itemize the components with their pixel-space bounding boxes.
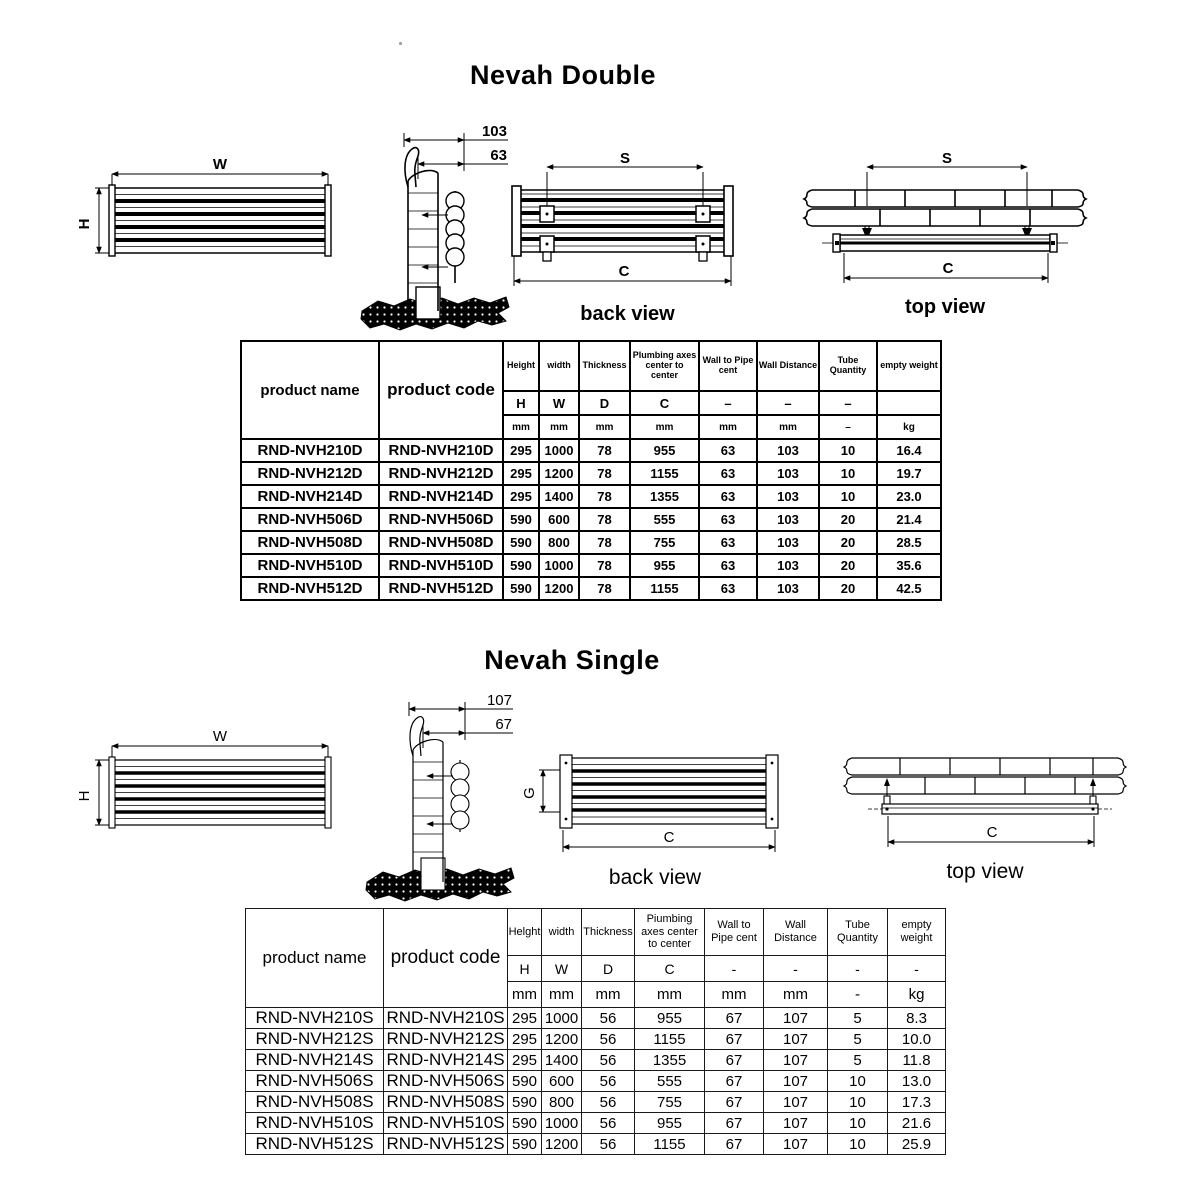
table-cell: 555 [635, 1071, 705, 1092]
table-row [241, 531, 941, 554]
table-cell: 78 [579, 531, 630, 554]
table-cell: 10 [819, 485, 877, 508]
table-cell: 590 [503, 577, 539, 600]
table-cell: 63 [699, 439, 757, 462]
table-cell: 1355 [630, 485, 699, 508]
single-back-view-caption: back view [608, 866, 702, 889]
table-cell: 103 [757, 485, 819, 508]
single-section-title: Nevah Single [484, 645, 660, 675]
table-cell: 63 [699, 554, 757, 577]
double-back-s-label: S [619, 150, 631, 167]
table-cell: 23.0 [877, 485, 941, 508]
table-cell: RND-NVH512S [384, 1134, 508, 1155]
header-cell: H [508, 956, 542, 982]
table-cell: 10 [819, 439, 877, 462]
table-row [246, 1113, 946, 1134]
table-cell: 10 [828, 1092, 888, 1113]
double-top-c-label: C [942, 260, 954, 277]
header-cell: D [582, 956, 635, 982]
table-row [246, 1071, 946, 1092]
table-cell: RND-NVH214S [384, 1050, 508, 1071]
table-cell: RND-NVH210D [241, 439, 379, 462]
header-cell: empty weight [888, 909, 946, 956]
table-cell: 25.9 [888, 1134, 946, 1155]
header-cell: kg [877, 415, 941, 439]
table-cell: RND-NVH210S [246, 1008, 384, 1029]
double-section-view-drawing [360, 115, 510, 335]
double-back-view-drawing [505, 150, 750, 290]
table-row [246, 1050, 946, 1071]
single-front-w-label: W [212, 728, 228, 745]
double-back-c-label: C [618, 263, 630, 280]
double-front-h-label: H [76, 218, 93, 230]
double-section-title: Nevah Double [469, 60, 657, 90]
header-cell: mm [542, 982, 582, 1008]
table-cell: 13.0 [888, 1071, 946, 1092]
header-cell: mm [579, 415, 630, 439]
header-cell: Piumbing axes center to center [635, 909, 705, 956]
table-row [241, 439, 941, 462]
header-cell: – [819, 391, 877, 415]
table-cell: 1200 [542, 1134, 582, 1155]
header-cell: C [630, 391, 699, 415]
header-cell: kg [888, 982, 946, 1008]
table-cell: RND-NVH508S [384, 1092, 508, 1113]
table-cell: 20 [819, 508, 877, 531]
table-cell: 67 [705, 1029, 764, 1050]
table-cell: 20 [819, 554, 877, 577]
table-cell: RND-NVH508D [241, 531, 379, 554]
table-row [241, 577, 941, 600]
table-cell: 63 [699, 577, 757, 600]
table-cell: 1000 [539, 439, 579, 462]
header-cell: mm [764, 982, 828, 1008]
table-row [246, 1029, 946, 1050]
table-cell: RND-NVH214D [379, 485, 503, 508]
table-row [241, 462, 941, 485]
table-cell: RND-NVH506D [379, 508, 503, 531]
table-row [246, 1092, 946, 1113]
header-cell: - [828, 982, 888, 1008]
table-cell: 295 [503, 462, 539, 485]
header-cell: empty weight [877, 341, 941, 391]
table-row [241, 485, 941, 508]
table-cell: 1200 [539, 577, 579, 600]
header-cell: mm [503, 415, 539, 439]
double-top-view-caption: top view [904, 296, 985, 318]
table-cell: 42.5 [877, 577, 941, 600]
table-cell: RND-NVH506S [246, 1071, 384, 1092]
single-spec-table [245, 908, 946, 1155]
header-cell: mm [705, 982, 764, 1008]
table-cell: 67 [705, 1071, 764, 1092]
double-front-view-drawing [76, 150, 342, 265]
header-cell: Wall to Pipe cent [699, 341, 757, 391]
table-cell: 1000 [539, 554, 579, 577]
table-cell: RND-NVH510S [384, 1113, 508, 1134]
header-cell: mm [635, 982, 705, 1008]
table-cell: 590 [508, 1092, 542, 1113]
table-cell: 800 [539, 531, 579, 554]
table-cell: 5 [828, 1050, 888, 1071]
header-cell: width [539, 341, 579, 391]
table-cell: 755 [635, 1092, 705, 1113]
table-cell: 5 [828, 1029, 888, 1050]
table-cell: 1000 [542, 1008, 582, 1029]
double-spec-table [240, 340, 942, 601]
header-cell: D [579, 391, 630, 415]
table-cell: 1155 [635, 1029, 705, 1050]
header-cell: Wall Distance [757, 341, 819, 391]
single-back-g-label: G [521, 787, 538, 799]
single-back-c-label: C [663, 829, 675, 846]
table-cell: RND-NVH214S [246, 1050, 384, 1071]
header-cell: H [503, 391, 539, 415]
table-cell: RND-NVH212S [384, 1029, 508, 1050]
table-cell: 590 [503, 554, 539, 577]
table-cell: 67 [705, 1092, 764, 1113]
table-cell: 1155 [635, 1134, 705, 1155]
header-cell: mm [582, 982, 635, 1008]
table-cell: 16.4 [877, 439, 941, 462]
table-cell: 107 [764, 1134, 828, 1155]
table-cell: 21.6 [888, 1113, 946, 1134]
table-cell: 67 [705, 1113, 764, 1134]
table-cell: 78 [579, 462, 630, 485]
header-cell: – [757, 391, 819, 415]
header-cell: Wall Distance [764, 909, 828, 956]
single-front-h-label: H [76, 790, 93, 802]
table-cell: 103 [757, 508, 819, 531]
table-cell: 63 [699, 462, 757, 485]
table-cell: 590 [508, 1071, 542, 1092]
table-cell: 295 [503, 439, 539, 462]
table-cell: 1155 [630, 462, 699, 485]
stray-dot [399, 42, 402, 45]
table-cell: 1400 [542, 1050, 582, 1071]
header-cell: Helght [508, 909, 542, 956]
table-cell: 10 [828, 1071, 888, 1092]
table-cell: RND-NVH508D [379, 531, 503, 554]
table-cell: 295 [508, 1008, 542, 1029]
table-cell: RND-NVH214D [241, 485, 379, 508]
single-section-view-drawing [365, 692, 515, 907]
table-cell: 295 [503, 485, 539, 508]
single-top-c-label: C [986, 824, 998, 841]
header-cell: product name [246, 909, 384, 1008]
table-cell: 67 [705, 1134, 764, 1155]
table-cell: 67 [705, 1050, 764, 1071]
double-top-view-drawing [800, 150, 1090, 285]
table-cell: 955 [630, 554, 699, 577]
table-cell: RND-NVH210S [384, 1008, 508, 1029]
table-cell: 56 [582, 1092, 635, 1113]
header-cell: - [828, 956, 888, 982]
single-top-view-drawing [840, 750, 1130, 850]
table-cell: 10.0 [888, 1029, 946, 1050]
table-cell: 56 [582, 1071, 635, 1092]
table-cell: 1155 [630, 577, 699, 600]
table-cell: 35.6 [877, 554, 941, 577]
double-back-view-caption: back view [580, 303, 675, 325]
table-cell: 107 [764, 1050, 828, 1071]
header-cell: Tube Quantity [828, 909, 888, 956]
table-cell: 555 [630, 508, 699, 531]
table-cell: 107 [764, 1008, 828, 1029]
table-cell: 10 [819, 462, 877, 485]
double-pipe-center-dim: 63 [490, 147, 507, 164]
table-cell: 78 [579, 439, 630, 462]
table-cell: 11.8 [888, 1050, 946, 1071]
table-cell: RND-NVH212S [246, 1029, 384, 1050]
table-cell: 590 [503, 531, 539, 554]
table-row [241, 508, 941, 531]
table-cell: 78 [579, 554, 630, 577]
table-cell: 1200 [542, 1029, 582, 1050]
table-cell: 103 [757, 462, 819, 485]
table-cell: 20 [819, 531, 877, 554]
table-cell: RND-NVH510D [241, 554, 379, 577]
header-cell: product code [379, 341, 503, 439]
table-cell: 107 [764, 1113, 828, 1134]
table-cell: 56 [582, 1008, 635, 1029]
table-cell: 1200 [539, 462, 579, 485]
table-cell: 10 [828, 1113, 888, 1134]
table-cell: 63 [699, 531, 757, 554]
header-cell: Thickness [582, 909, 635, 956]
header-cell: W [539, 391, 579, 415]
single-back-view-drawing [521, 750, 785, 862]
table-cell: 295 [508, 1050, 542, 1071]
table-cell: 107 [764, 1029, 828, 1050]
table-cell: 78 [579, 485, 630, 508]
single-pipe-center-dim: 67 [495, 716, 512, 733]
table-cell: 28.5 [877, 531, 941, 554]
table-cell: RND-NVH212D [379, 462, 503, 485]
table-cell: 56 [582, 1029, 635, 1050]
table-cell: 1355 [635, 1050, 705, 1071]
header-cell: C [635, 956, 705, 982]
table-cell: 63 [699, 485, 757, 508]
double-wall-distance-dim: 103 [481, 123, 507, 140]
header-cell: width [542, 909, 582, 956]
table-cell: 1400 [539, 485, 579, 508]
table-cell: 67 [705, 1008, 764, 1029]
header-cell: mm [757, 415, 819, 439]
header-cell: - [764, 956, 828, 982]
header-cell: Height [503, 341, 539, 391]
table-cell: 800 [542, 1092, 582, 1113]
table-cell: RND-NVH512D [241, 577, 379, 600]
table-cell: RND-NVH510S [246, 1113, 384, 1134]
table-cell: 590 [508, 1134, 542, 1155]
header-cell: Wall to Pipe cent [705, 909, 764, 956]
table-cell: 56 [582, 1113, 635, 1134]
table-cell: 103 [757, 439, 819, 462]
header-cell: – [699, 391, 757, 415]
table-cell: 295 [508, 1029, 542, 1050]
table-cell: 103 [757, 531, 819, 554]
table-cell: 1000 [542, 1113, 582, 1134]
header-cell: product code [384, 909, 508, 1008]
header-cell: Tube Quantity [819, 341, 877, 391]
table-cell: RND-NVH508S [246, 1092, 384, 1113]
table-cell: 78 [579, 577, 630, 600]
table-cell: 955 [630, 439, 699, 462]
header-cell: mm [699, 415, 757, 439]
table-cell: 5 [828, 1008, 888, 1029]
header-cell: product name [241, 341, 379, 439]
header-cell: mm [630, 415, 699, 439]
table-cell: 107 [764, 1092, 828, 1113]
table-cell: 10 [828, 1134, 888, 1155]
table-cell: RND-NVH212D [241, 462, 379, 485]
table-cell: 955 [635, 1113, 705, 1134]
double-front-w-label: W [212, 156, 228, 173]
table-cell: 755 [630, 531, 699, 554]
table-cell: RND-NVH506S [384, 1071, 508, 1092]
table-cell: 103 [757, 577, 819, 600]
table-cell: 56 [582, 1050, 635, 1071]
table-cell: 19.7 [877, 462, 941, 485]
double-top-s-label: S [941, 150, 953, 167]
table-row [246, 1134, 946, 1155]
table-cell: 63 [699, 508, 757, 531]
table-cell: 21.4 [877, 508, 941, 531]
single-wall-distance-dim: 107 [486, 692, 512, 709]
header-cell: mm [539, 415, 579, 439]
header-cell: - [705, 956, 764, 982]
header-cell: Plumbing axes center to center [630, 341, 699, 391]
table-cell: 78 [579, 508, 630, 531]
table-row [246, 1008, 946, 1029]
table-cell: 590 [508, 1113, 542, 1134]
single-front-view-drawing [76, 722, 342, 837]
table-cell: 600 [542, 1071, 582, 1092]
single-top-view-caption: top view [946, 860, 1024, 883]
header-cell: – [819, 415, 877, 439]
table-cell: RND-NVH512D [379, 577, 503, 600]
header-cell: Thickness [579, 341, 630, 391]
table-cell: 56 [582, 1134, 635, 1155]
table-cell: RND-NVH506D [241, 508, 379, 531]
table-cell: 8.3 [888, 1008, 946, 1029]
table-cell: RND-NVH510D [379, 554, 503, 577]
table-cell: 955 [635, 1008, 705, 1029]
table-cell: 20 [819, 577, 877, 600]
table-cell: RND-NVH210D [379, 439, 503, 462]
table-cell: 600 [539, 508, 579, 531]
table-cell: 103 [757, 554, 819, 577]
table-cell: 107 [764, 1071, 828, 1092]
table-cell: RND-NVH512S [246, 1134, 384, 1155]
table-row [241, 554, 941, 577]
header-cell [877, 391, 941, 415]
table-cell: 590 [503, 508, 539, 531]
header-cell: - [888, 956, 946, 982]
table-cell: 17.3 [888, 1092, 946, 1113]
header-cell: W [542, 956, 582, 982]
header-cell: mm [508, 982, 542, 1008]
